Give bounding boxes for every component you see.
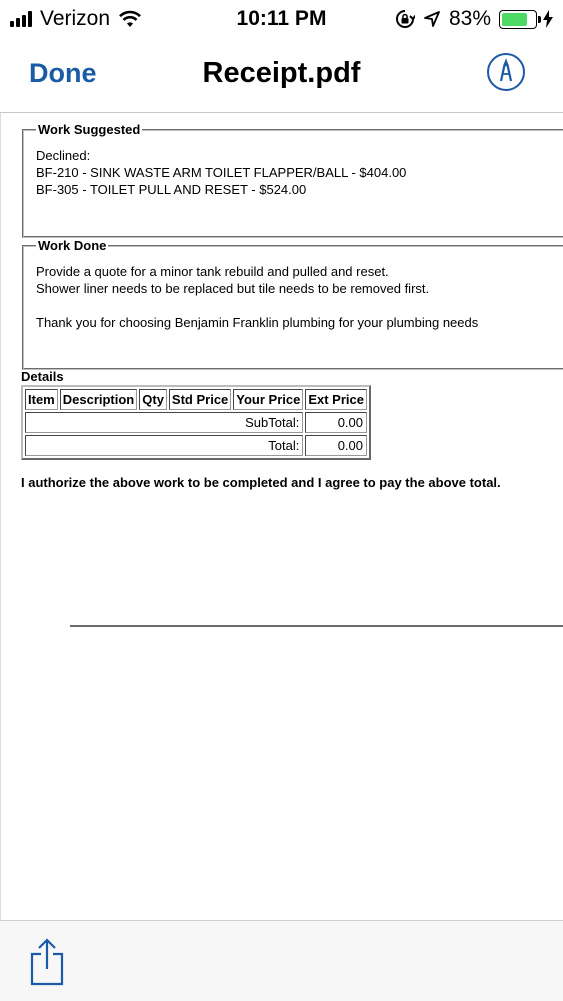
declined-item: BF-210 - SINK WASTE ARM TOILET FLAPPER/BALL - $404.00 xyxy=(36,165,407,180)
work-suggested-legend: Work Suggested xyxy=(38,122,141,137)
done-button[interactable]: Done xyxy=(29,58,97,88)
work-done-line: Shower liner needs to be replaced but tile needs to be removed first. xyxy=(36,281,430,296)
work-done-section xyxy=(22,238,563,370)
status-bar xyxy=(0,0,563,38)
total-row xyxy=(25,435,367,456)
declined-item: BF-305 - TOILET PULL AND RESET - $524.00 xyxy=(36,182,307,197)
carrier-name: Verizon xyxy=(40,7,111,30)
authorization-text: I authorize the above work to be completed and I agree to pay the above total. xyxy=(21,475,501,490)
table-header-row xyxy=(25,389,367,410)
signature-line xyxy=(70,625,563,627)
location-icon xyxy=(423,10,441,28)
share-button[interactable] xyxy=(27,938,67,986)
col-ext-price: Ext Price xyxy=(305,389,367,410)
document-title: Receipt.pdf xyxy=(202,57,361,89)
share-icon xyxy=(27,938,67,986)
col-qty: Qty xyxy=(139,389,167,410)
work-suggested-section xyxy=(22,122,563,238)
battery-icon xyxy=(499,10,537,29)
markup-pen-icon xyxy=(489,55,523,89)
col-description: Description xyxy=(60,389,138,410)
details-table xyxy=(21,385,371,460)
markup-button[interactable] xyxy=(487,53,525,91)
details-label: Details xyxy=(21,369,64,384)
status-time: 10:11 PM xyxy=(236,7,327,30)
bottom-toolbar xyxy=(0,920,563,1001)
subtotal-value: 0.00 xyxy=(305,412,367,433)
thank-you-text: Thank you for choosing Benjamin Franklin plumbing for your plumbing needs xyxy=(36,315,479,330)
col-item: Item xyxy=(25,389,58,410)
work-done-legend: Work Done xyxy=(38,238,107,253)
subtotal-row xyxy=(25,412,367,433)
col-your-price: Your Price xyxy=(233,389,303,410)
battery-percent: 83% xyxy=(448,7,491,30)
charging-icon xyxy=(543,10,553,28)
total-label: Total: xyxy=(25,435,303,456)
orientation-lock-icon xyxy=(395,9,415,29)
nav-bar xyxy=(0,38,563,113)
col-std-price: Std Price xyxy=(169,389,231,410)
status-right xyxy=(395,7,553,31)
total-value: 0.00 xyxy=(305,435,367,456)
declined-label: Declined: xyxy=(36,148,91,163)
work-done-line: Provide a quote for a minor tank rebuild and pulled and reset. xyxy=(36,264,389,279)
subtotal-label: SubTotal: xyxy=(25,412,303,433)
